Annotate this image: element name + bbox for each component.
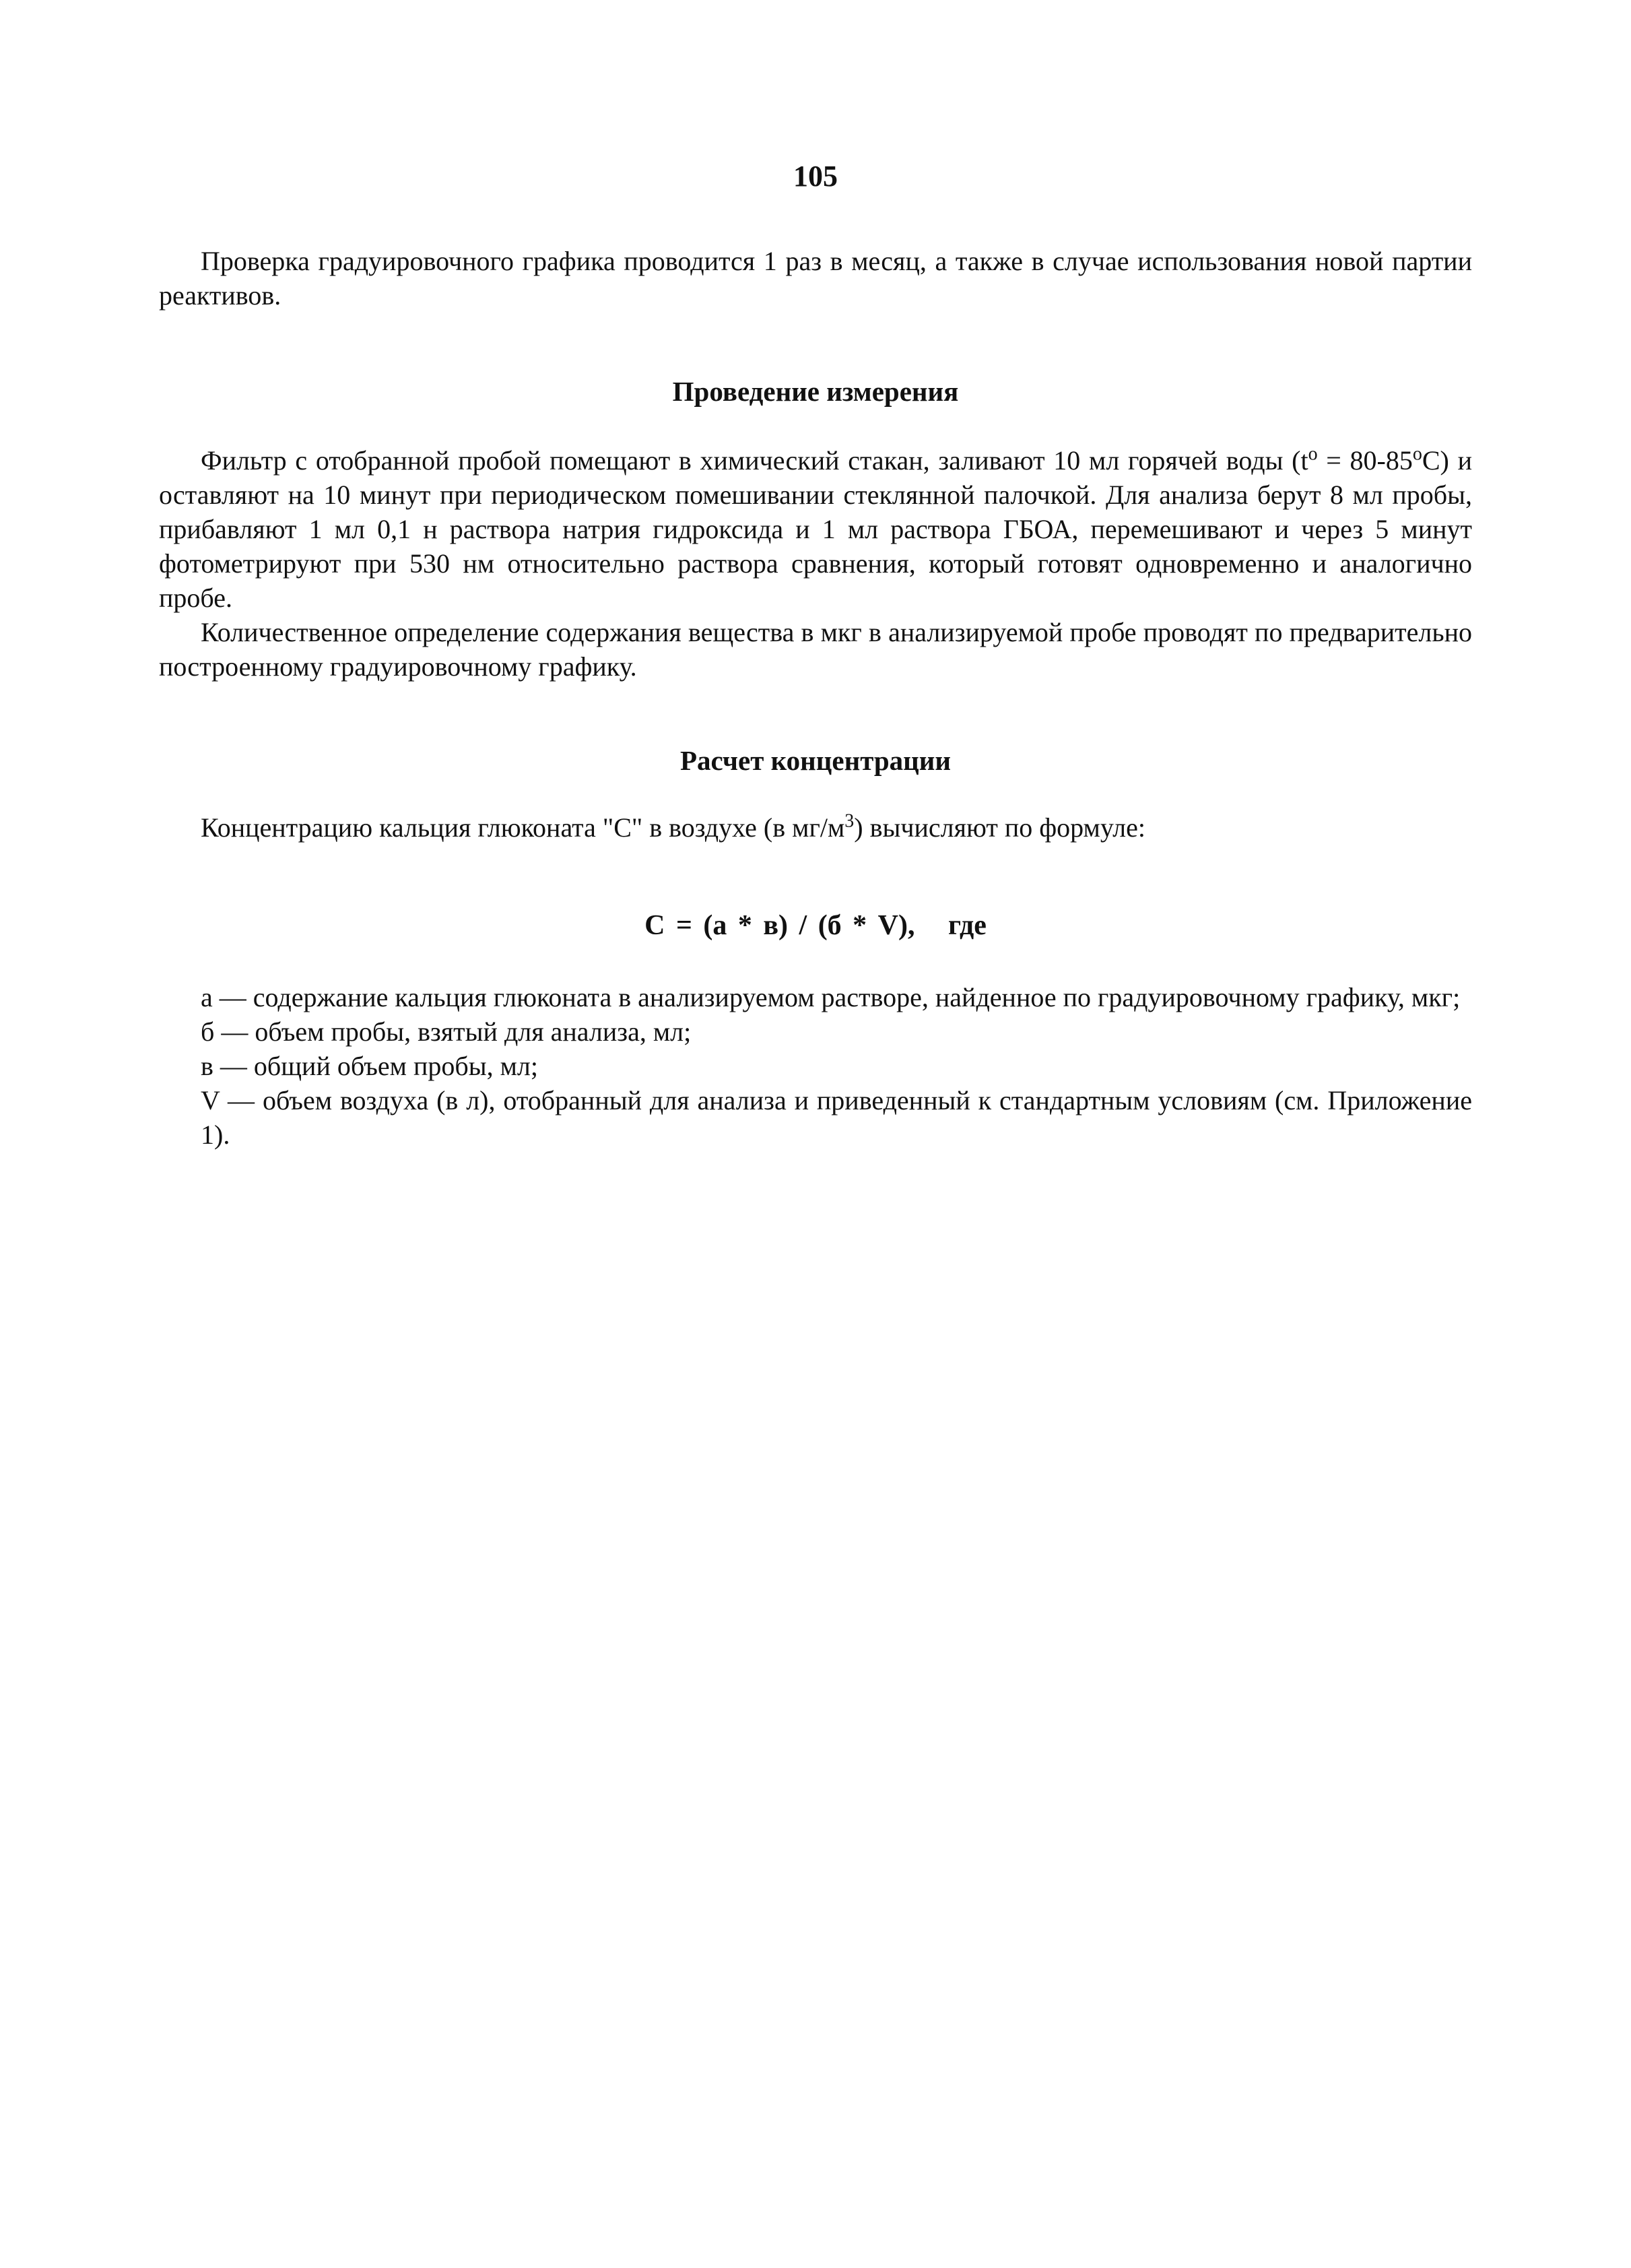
variable-definitions xyxy=(159,980,1472,1152)
definition-a: а — содержание кальция глюконата в анализируемом растворе, найденное по градуировочному графику, мкг; xyxy=(201,982,1461,1012)
measurement-paragraph-1 xyxy=(159,443,1472,615)
calculation-intro-text xyxy=(159,810,1472,845)
calculation-intro xyxy=(159,810,1472,845)
definition-volume: V — объем воздуха (в л), отобранный для анализа и приведенный к стандартным условиям (см. Приложение 1). xyxy=(201,1085,1472,1150)
measurement-text-c: С) и оставляют на 10 минут при периодическом помешивании стеклянной палочкой. Для анализа берут 8 мл пробы, прибавляют 1 мл 0,1 н раствора натрия гидроксида и 1 мл раствора ГБОА, перемешивают и через 5 минут фотометрируют при 530 нм относительно раствора сравнения, который готовят одновременно и аналогично пробе. xyxy=(159,445,1472,613)
definition-v: в — общий объем пробы, мл; xyxy=(201,1051,538,1081)
measurement-paragraph-2: Количественное определение содержания вещества в мкг в анализируемой пробе проводят по предварительно построенному градуировочному графику. xyxy=(159,617,1472,682)
intro-text: Проверка градуировочного графика проводится 1 раз в месяц, а также в случае использования новой партии реактивов. xyxy=(159,246,1472,311)
page-number: 105 xyxy=(793,160,838,193)
measurement-body xyxy=(159,443,1472,684)
intro-paragraph xyxy=(159,244,1472,313)
cubic-superscript: 3 xyxy=(844,810,855,832)
measurement-text-a: Фильтр с отобранной пробой помещают в химический стакан, заливают 10 мл горячей воды (t xyxy=(201,445,1308,476)
heading-calculation: Расчет концентрации xyxy=(679,745,952,776)
heading-measurement: Проведение измерения xyxy=(672,376,959,407)
measurement-text-b: = 80-85 xyxy=(1317,445,1413,476)
degree-superscript-2: о xyxy=(1412,443,1422,465)
calculation-intro-b: ) вычисляют по формуле: xyxy=(854,812,1145,843)
concentration-formula: С = (а * в) / (б * V), где xyxy=(644,910,987,941)
calculation-intro-a: Концентрацию кальция глюконата "С" в воздухе (в мг/м xyxy=(201,812,845,843)
definition-b: б — объем пробы, взятый для анализа, мл; xyxy=(201,1016,692,1047)
degree-superscript-1: о xyxy=(1308,443,1318,465)
